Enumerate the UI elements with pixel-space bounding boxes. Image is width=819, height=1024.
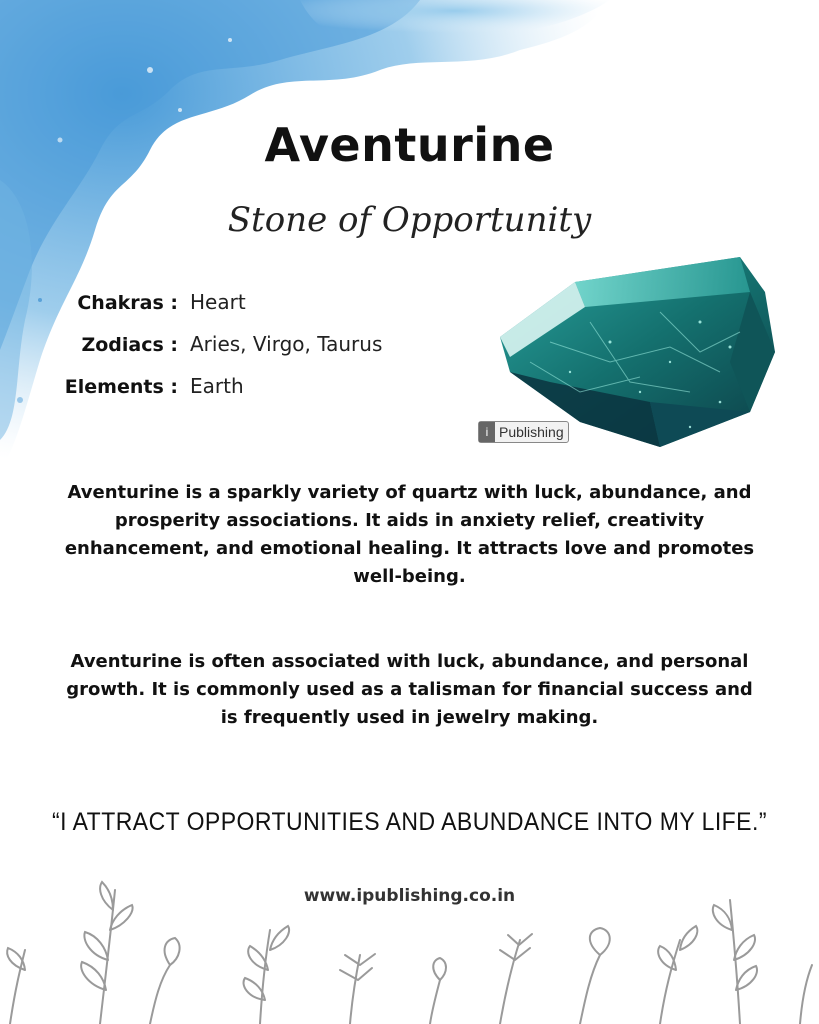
property-key: Chakras : [77, 292, 178, 314]
property-value: Earth [190, 374, 244, 398]
publisher-watermark-text: Publishing [499, 424, 564, 440]
property-value: Heart [190, 290, 246, 314]
page-subtitle: Stone of Opportunity [227, 200, 592, 240]
property-chakras [50, 290, 382, 332]
property-key: Elements : [64, 376, 178, 398]
property-zodiacs [50, 332, 382, 374]
description-paragraph-1: Aventurine is a sparkly variety of quartz with luck, abundance, and prosperity associations. It aids in anxiety relief, creativity enhancement, and emotional healing. It attracts love and promotes well-being. [64, 482, 755, 587]
property-value: Aries, Virgo, Taurus [190, 332, 383, 356]
property-key: Zodiacs : [81, 334, 178, 356]
publisher-watermark [478, 421, 569, 443]
description-paragraph-2: Aventurine is often associated with luck, abundance, and personal growth. It is commonly used as a talisman for financial success and is frequently used in jewelry making. [66, 651, 753, 728]
affirmation-quote: “I ATTRACT OPPORTUNITIES AND ABUNDANCE INTO MY LIFE.” [52, 808, 767, 836]
stone-properties [50, 290, 382, 416]
page-title: Aventurine [264, 118, 555, 172]
publisher-logo-icon: i [479, 422, 495, 442]
website-url[interactable]: www.ipublishing.co.in [303, 886, 516, 906]
property-elements [50, 374, 382, 416]
